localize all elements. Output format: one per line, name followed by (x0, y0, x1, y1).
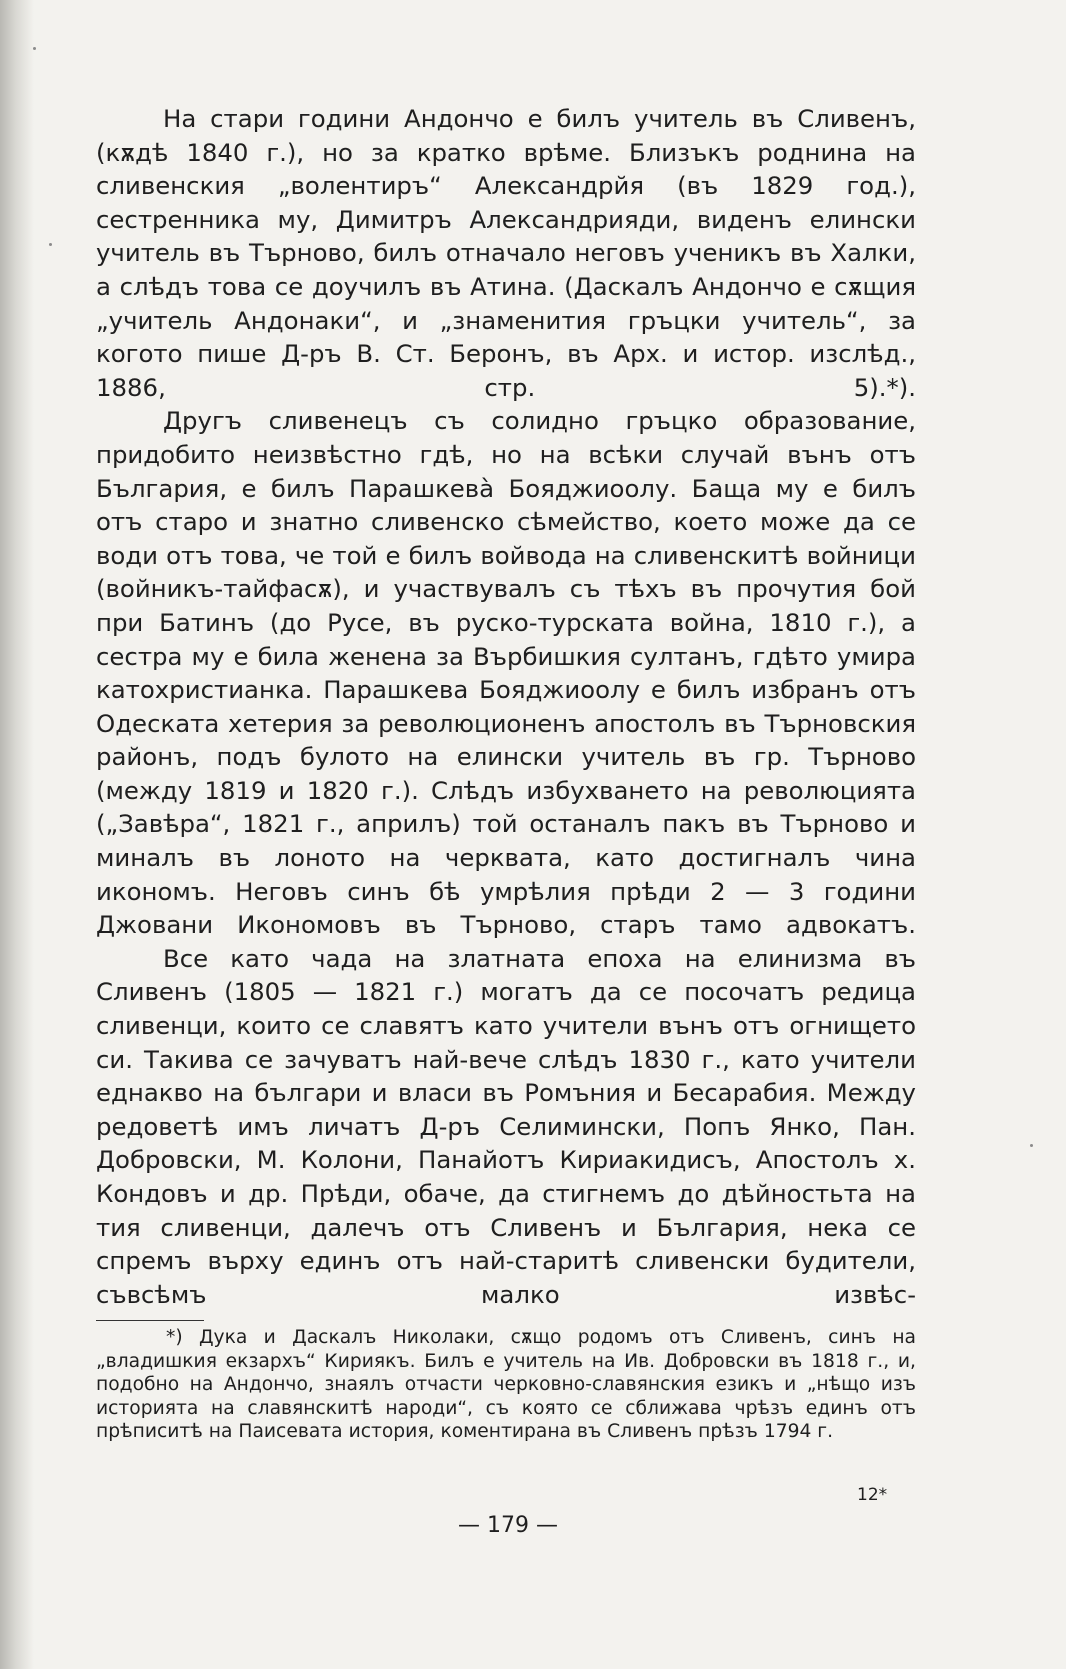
footnote-divider (96, 1320, 204, 1321)
paragraph-3: Все като чада на златната епоха на елинизма въ Сливенъ (1805 — 1821 г.) могатъ да се посочатъ редица сливенци, които се славятъ като учители вънъ отъ огнището си. Такива се зачуватъ най-вече слѣдъ 1830 г., като учители еднакво на българи и власи въ Ромъния и Бесарабия. Между редоветѣ имъ личатъ Д-ръ Селимински, Попъ Янко, Пан. Добровски, М. Колони, Панайотъ Кириакидисъ, Апостолъ х. Кондовъ и др. Прѣди, обаче, да стигнемъ до дѣйностьта на тия сливенци, далечъ отъ Сливенъ и България, нека се спремъ върху единъ отъ най-старитѣ сливенски будители, съвсѣмъ малко извѣс- (96, 943, 916, 1309)
page-number: — 179 — (458, 1513, 558, 1538)
footnote: *) Дука и Даскалъ Николаки, сѫщо родомъ отъ Сливенъ, синъ на „владишкия екзархъ“ Кириякъ. Билъ е учитель на Ив. Добровски въ 1818 г., и, подобно на Андончо, знаялъ отчасти черковно-славянския езикъ и „нѣщо изъ историята на славянскитѣ народи“, съ която се сближава чрѣзъ единъ отъ прѣписитѣ на Паисевата история, коментирана въ Сливенъ прѣзъ 1794 г. (96, 1327, 916, 1443)
paper-speck (49, 243, 52, 246)
paper-speck (33, 47, 36, 50)
paragraph-1: На стари години Андончо е билъ учитель въ Сливенъ, (кѫдѣ 1840 г.), но за кратко врѣме. Близъкъ роднина на сливенския „волентиръ“ Александрйя (въ 1829 год.), сестренника му, Димитръ Александрияди, виденъ елински учитель въ Търново, билъ отначало неговъ ученикъ въ Халки, а слѣдъ това се доучилъ въ Атина. (Даскалъ Андончо е сѫщия „учитель Андонаки“, и „знаменития гръцки учитель“, за когото пише Д-ръ В. Ст. Беронъ, въ Арх. и истор. изслѣд., 1886, стр. 5).*). (96, 104, 916, 402)
paper-speck (1030, 1144, 1033, 1147)
paragraph-2: Другъ сливенецъ съ солидно гръцко образование, придобито неизвѣстно гдѣ, но на всѣки случай вънъ отъ България, е билъ Парашкевà Бояджиоолу. Баща му е билъ отъ старо и знатно сливенско сѣмейство, което може да се води отъ това, че той е билъ войвода на сливенскитѣ войници (войникъ-тайфасѫ), и участвувалъ съ тѣхъ въ прочутия бой при Батинъ (до Русе, въ руско-турската война, 1810 г.), а сестра му е била женена за Върбишкия султанъ, гдѣто умира катохристианка. Парашкева Бояджиоолу е билъ избранъ отъ Одеската хетерия за революционенъ апостолъ въ Търновския районъ, подъ булото на елински учитель въ гр. Търново (между 1819 и 1820 г.). Слѣдъ избухването на революцията („Завѣра“, 1821 г., априлъ) той останалъ пакъ въ Търново и миналъ въ лоното на черквата, като достигналъ чина икономъ. Неговъ синъ бѣ умрѣлия прѣди 2 — 3 години Джовани Икономовъ въ Търново, старъ тамо адвокатъ. (96, 406, 916, 940)
signature-mark: 12* (857, 1485, 888, 1505)
binding-shadow (0, 0, 34, 1669)
main-text (96, 102, 916, 1311)
